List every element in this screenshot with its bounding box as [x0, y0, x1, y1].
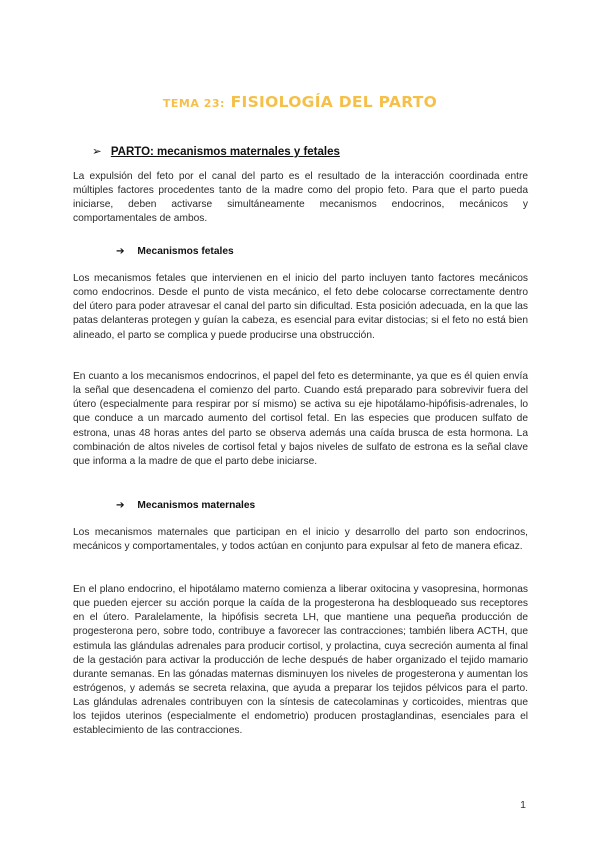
arrow-right-icon: ➔ [116, 500, 125, 511]
title-main: FISIOLOGÍA DEL PARTO [230, 93, 438, 111]
maternales-paragraph-1: Los mecanismos maternales que participan en el inicio y desarrollo del parto son endocrinos, mecánicos y comportamentales, y todos actúan en conjunto para expulsar al feto de manera eficaz. [73, 527, 528, 553]
document-title [0, 93, 600, 111]
arrow-right-icon: ➔ [116, 246, 125, 257]
intro-paragraph: La expulsión del feto por el canal del parto es el resultado de la interacción coordinada entre múltiples factores procedentes tanto de la madre como del propio feto. Para que el parto pueda iniciarse, deben activarse simultáneamente mecanismos endocrinos, mecánicos y comportamentales de ambos. [73, 171, 528, 225]
arrow-bullet-icon: ➢ [92, 146, 102, 158]
section-heading-text: PARTO: mecanismos maternales y fetales [110, 146, 340, 158]
fetales-paragraph-1: Los mecanismos fetales que intervienen en el inicio del parto incluyen tanto factores mecánicos como endocrinos. Desde el punto de vista mecánico, el feto debe colocarse correctamente dentro del útero para poder atravesar el canal del parto sin dificultad. Esta posición adecuada, en la que las patas delanteras protegen y guían la cabeza, es esencial para evitar distocias; si el feto no está bien alineado, el parto se complica y puede producirse una obstrucción. [73, 273, 528, 341]
fetales-paragraph-2: En cuanto a los mecanismos endocrinos, el papel del feto es determinante, ya que es él quien envía la señal que desencadena el comienzo del parto. Cuando está preparado para sobrevivir fuera del útero (especialmente para respirar por sí mismo) se activa su eje hipotálamo-hipófisis-adrenales, lo que conduce a un marcado aumento del cortisol fetal. En las especies que producen sulfato de estrona, unas 48 horas antes del parto se observa además una caída brusca de esta hormona. La combinación de altos niveles de cortisol fetal y bajos niveles de sulfato de estrona es la señal clave que informa a la madre de que el parto debe iniciarse. [73, 371, 528, 467]
page-number: 1 [520, 799, 526, 811]
title-prefix: TEMA 23: [162, 97, 225, 110]
maternales-paragraph-2: En el plano endocrino, el hipotálamo materno comienza a liberar oxitocina y vasopresina, hormonas que pueden ejercer su acción porque la caída de la progesterona ha desbloqueado sus receptores en el útero. Paralelamente, la hipófisis secreta LH, que mantiene una pequeña producción de progesterona pero, sobre todo, contribuye a favorecer las contracciones; también libera ACTH, que estimula las glándulas adrenales para producir cortisol, y prolactina, cuya secreción aumenta al final de la gestación para activar la producción de leche después de haber organizado el tejido mamario durante semanas. En las gónadas maternas disminuyen los niveles de progesterona y aumentan los estrógenos, y además se secreta relaxina, que ayuda a preparar los tejidos pélvicos para el parto. Las glándulas adrenales contribuyen con la síntesis de catecolaminas y corticoides, mientras que los tejidos uterinos (especialmente el endometrio) producen prostaglandinas, esenciales para el establecimiento de las contracciones. [73, 584, 528, 737]
subheading-maternales [116, 500, 255, 511]
section-heading [92, 144, 340, 158]
subheading-maternales-text: Mecanismos maternales [137, 500, 256, 511]
subheading-fetales-text: Mecanismos fetales [137, 246, 234, 257]
subheading-fetales [116, 246, 234, 257]
